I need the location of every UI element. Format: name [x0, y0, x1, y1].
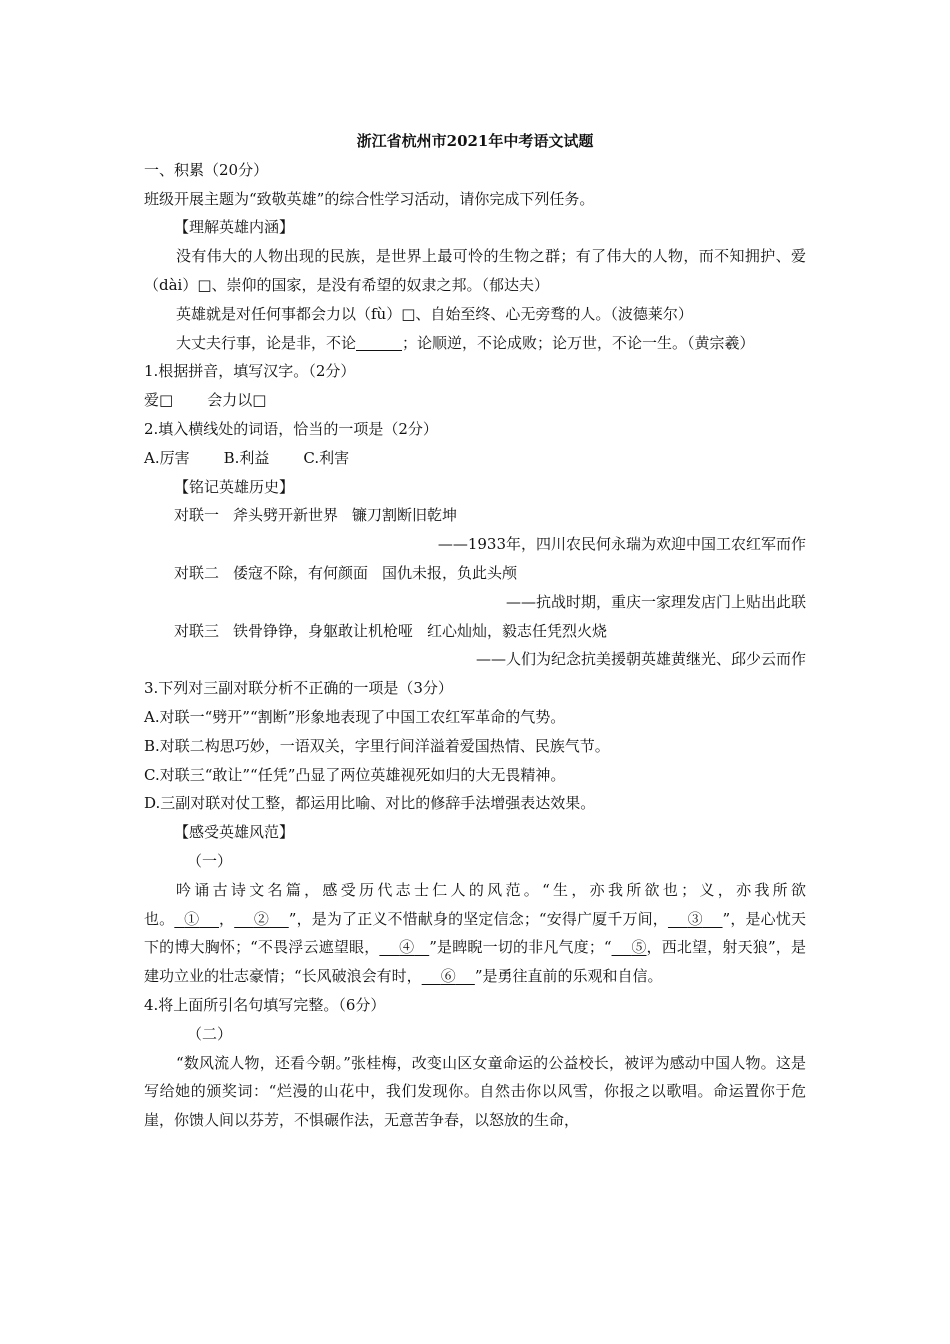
poetry-text: ，西北望，射天狼”，是建功立业的壮志豪情；“长风破浪会有时，: [144, 938, 806, 986]
blank-2[interactable]: ②: [253, 909, 270, 928]
poetry-text: ”是勇往直前的乐观和自信。: [474, 967, 663, 986]
option-c[interactable]: C.利害: [303, 448, 350, 467]
option-a[interactable]: A.厉害: [144, 448, 190, 467]
couplet-upper: 铁骨铮铮，身躯敢让机枪哑: [233, 621, 414, 640]
couplet-label: 对联二: [174, 563, 220, 582]
poetry-text: ”，是心忧天下的博大胸怀；“不畏浮云遮望眼，: [144, 909, 806, 957]
option-d[interactable]: D.三副对联对仗工整，都运用比喻、对比的修辞手法增强表达效果。: [144, 794, 596, 813]
quote3-part-b: ；论顺逆，不论成败；论万世，不论一生。（黄宗羲）: [402, 333, 755, 352]
couplet-1: [144, 501, 806, 530]
poetry-paragraph: [144, 876, 806, 991]
couplet-lower: 红心灿灿，毅志任凭烈火烧: [427, 621, 608, 640]
fill-blank[interactable]: [356, 332, 402, 351]
section-heading: 一、积累（20分）: [144, 160, 269, 179]
blank-5[interactable]: ⑤: [631, 938, 647, 957]
question-1: 1.根据拼音，填写汉字。（2分）: [144, 362, 356, 381]
part-label-1: （一）: [187, 851, 233, 870]
option-c[interactable]: C.对联三“敢让”“任凭”凸显了两位英雄视死如归的大无畏精神。: [144, 765, 566, 784]
couplet-upper: 倭寇不除，有何颜面: [233, 563, 369, 582]
couplet-label: 对联一: [174, 506, 220, 525]
blank-3[interactable]: ③: [687, 909, 703, 928]
couplet-lower: 国仇未报，负此头颅: [382, 563, 518, 582]
poetry-text: 吟诵古诗文名篇，感受历代志士仁人的风范。“生，亦我所欲也；义，亦我所欲也。: [144, 880, 806, 928]
answer-row-1: [144, 386, 806, 415]
quote-yudafu: 没有伟大的人物出现的民族，是世界上最可怜的生物之群；有了伟大的人物，而不知拥护、爱（dài）□、崇仰的国家，是没有希望的奴隶之邦。（郁达夫）: [144, 247, 806, 294]
option-a[interactable]: A.对联一“劈开”“割断”形象地表现了中国工农红军革命的气势。: [144, 707, 566, 726]
option-b[interactable]: B.利益: [223, 448, 270, 467]
page-title: 浙江省杭州市2021年中考语文试题: [356, 132, 594, 150]
poetry-text: ”是睥睨一切的非凡气度；“: [429, 938, 612, 957]
question-2: 2.填入横线处的词语，恰当的一项是（2分）: [144, 419, 438, 438]
part-label-2: （二）: [187, 1024, 233, 1043]
couplet-3: [144, 617, 806, 646]
answer-fu[interactable]: 会力以□: [207, 391, 267, 410]
blank-1[interactable]: ①: [184, 909, 200, 928]
award-paragraph: “数风流人物，还看今朝。”张桂梅，改变山区女童命运的公益校长，被评为感动中国人物。这是写给她的颁奖词：“烂漫的山花中，我们发现你。自然击你以风雪，你报之以歌唱。命运置你于危崖，你馈人间以芬芳，不惧碾作法，无意苦争春，以怒放的生命，: [144, 1053, 806, 1130]
poetry-text: ”，是为了正义不惜献身的坚定信念；“安得广厦千万间，: [288, 909, 668, 928]
couplet-lower: 镰刀割断旧乾坤: [352, 506, 458, 525]
options-row-2: [144, 444, 806, 473]
subheading-history: 【铭记英雄历史】: [174, 477, 295, 496]
couplet-source: ——人们为纪念抗美援朝英雄黄继光、邱少云而作: [475, 650, 806, 669]
couplet-label: 对联三: [174, 621, 220, 640]
blank-6[interactable]: ⑥: [440, 967, 456, 986]
intro-text: 班级开展主题为“致敬英雄”的综合性学习活动，请你完成下列任务。: [144, 189, 595, 208]
couplet-2: [144, 559, 806, 588]
question-4: 4.将上面所引名句填写完整。（6分）: [144, 995, 386, 1014]
question-3: 3.下列对三副对联分析不正确的一项是（3分）: [144, 679, 453, 698]
answer-dai[interactable]: 爱□: [144, 391, 174, 410]
couplet-source: ——抗战时期，重庆一家理发店门上贴出此联: [505, 592, 806, 611]
couplet-source: ——1933年，四川农民何永瑞为欢迎中国工农红军而作: [437, 535, 806, 554]
option-b[interactable]: B.对联二构思巧妙，一语双关，字里行间洋溢着爱国热情、民族气节。: [144, 736, 610, 755]
subheading-understand: 【理解英雄内涵】: [174, 218, 295, 237]
quote3-part-a: 大丈夫行事，论是非，不论: [176, 333, 357, 352]
subheading-style: 【感受英雄风范】: [174, 823, 295, 842]
quote-huangzongxi: [144, 329, 806, 358]
poetry-text: ，: [219, 909, 235, 928]
couplet-upper: 斧头劈开新世界: [233, 506, 339, 525]
quote-baudelaire: 英雄就是对任何事都会力以（fù）□、自始至终、心无旁骛的人。（波德莱尔）: [176, 304, 693, 323]
blank-4[interactable]: ④: [399, 938, 415, 957]
